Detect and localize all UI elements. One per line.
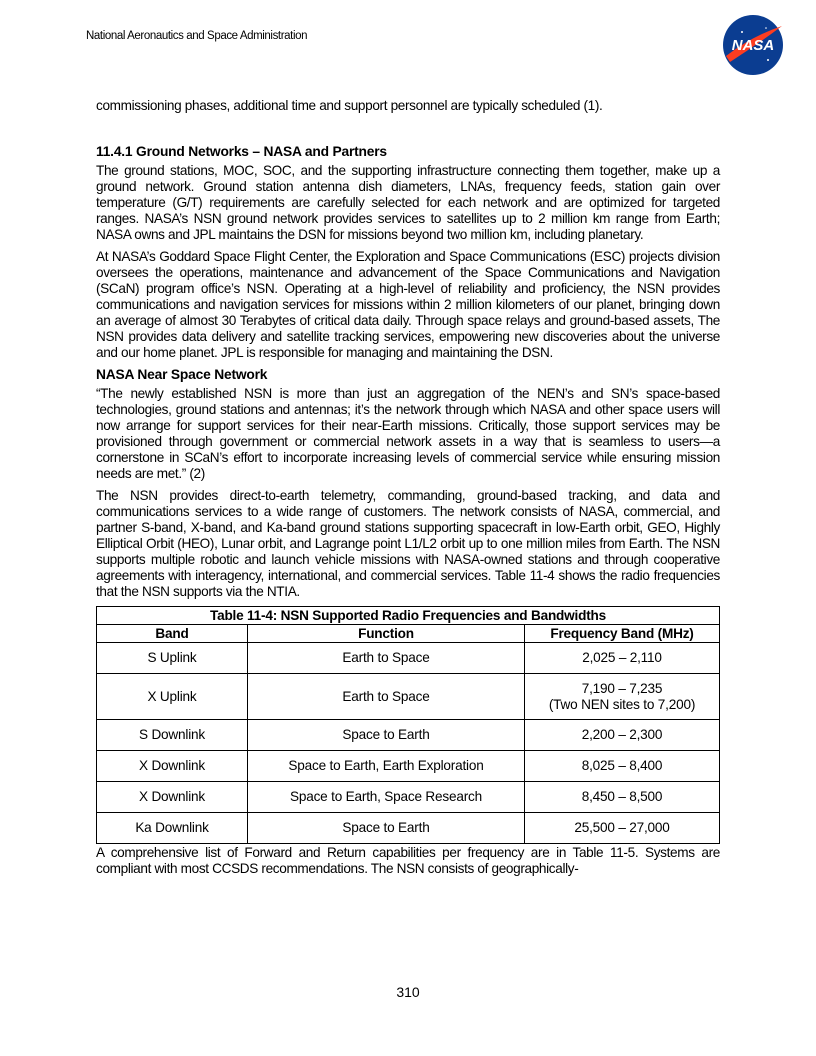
- closing-paragraph: A comprehensive list of Forward and Return capabilities per frequency are in Table 11-5. Systems are compliant with most CCSDS recommendations. The NSN consists of geographically-: [96, 845, 720, 876]
- band-cell: S Downlink: [97, 720, 248, 751]
- page-number: 310: [396, 984, 420, 1000]
- intro-paragraph: commissioning phases, additional time and support personnel are typically scheduled (1).: [96, 98, 603, 113]
- table-row: [97, 720, 720, 751]
- band-cell: S Uplink: [97, 643, 248, 674]
- function-cell: Space to Earth, Earth Exploration: [248, 751, 525, 782]
- function-cell: Space to Earth: [248, 720, 525, 751]
- table-row: [97, 751, 720, 782]
- nasa-logo: [722, 14, 784, 76]
- function-cell: Space to Earth: [248, 813, 525, 844]
- frequency-cell: 2,025 – 2,110: [525, 643, 720, 674]
- subsection-heading: NASA Near Space Network: [96, 367, 268, 382]
- frequency-cell: 25,500 – 27,000: [525, 813, 720, 844]
- function-cell: Earth to Space: [248, 674, 525, 720]
- table-row: [97, 674, 720, 720]
- table-title: Table 11-4: NSN Supported Radio Frequencies and Bandwidths: [97, 607, 720, 625]
- page-header-org: National Aeronautics and Space Administration: [86, 30, 308, 42]
- frequency-cell: 8,025 – 8,400: [525, 751, 720, 782]
- frequency-cell: 8,450 – 8,500: [525, 782, 720, 813]
- table-row: [97, 782, 720, 813]
- document-body: [96, 98, 720, 883]
- table-row: [97, 643, 720, 674]
- section-heading: 11.4.1 Ground Networks – NASA and Partners: [96, 144, 387, 159]
- frequency-cell: 2,200 – 2,300: [525, 720, 720, 751]
- paragraph: At NASA’s Goddard Space Flight Center, the Exploration and Space Communications (ESC) projects division oversees the operations, maintenance and advancement of the Space Communications and Navigation (SCaN) program office’s NSN. Operating at a high-level of reliability and proficiency, the NSN provides communications and navigation services for missions within 2 million kilometers of our planet, bringing down an average of almost 30 Terabytes of critical data daily. Through space relays and ground-based assets, The NSN provides data delivery and satellite tracking services, empowering new discoveries about the universe and our home planet. JPL is responsible for managing and maintaining the DSN.: [96, 249, 720, 360]
- column-header: Band: [97, 625, 248, 643]
- frequency-cell: 7,190 – 7,235 (Two NEN sites to 7,200): [525, 674, 720, 720]
- band-cell: X Downlink: [97, 782, 248, 813]
- quote-paragraph: “The newly established NSN is more than just an aggregation of the NEN’s and SN’s space-based technologies, ground stations and antennas; it’s the network through which NASA and other space users will now arrange for support services for their near-Earth missions. Critically, those support services may be provisioned through government or commercial network assets in a way that is seamless to users—a cornerstone in SCaN’s effort to incorporate increasing levels of commercial service while ensuring mission needs are met.” (2): [96, 386, 720, 481]
- svg-text:NASA: NASA: [731, 37, 775, 54]
- frequency-table: [96, 606, 720, 844]
- band-cell: Ka Downlink: [97, 813, 248, 844]
- paragraph: The ground stations, MOC, SOC, and the supporting infrastructure connecting them together, make up a ground network. Ground station antenna dish diameters, LNAs, frequency feeds, station gain over temperature (G/T) requirements are carefully selected for each network and are optimized for targeted ranges. NASA’s NSN ground network provides services to satellites up to 2 million km range from Earth; NASA owns and JPL maintains the DSN for missions beyond two million km, including planetary.: [96, 163, 720, 242]
- band-cell: X Downlink: [97, 751, 248, 782]
- column-header: Frequency Band (MHz): [525, 625, 720, 643]
- paragraph: The NSN provides direct-to-earth telemetry, commanding, ground-based tracking, and data and communications services to a wide range of customers. The network consists of NASA, commercial, and partner S-band, X-band, and Ka-band ground stations supporting spacecraft in low-Earth orbit, GEO, Highly Elliptical Orbit (HEO), Lunar orbit, and Lagrange point L1/L2 orbit up to one million miles from Earth. The NSN supports multiple robotic and launch vehicle missions with NASA-owned stations and through cooperative agreements with interagency, international, and commercial services. Table 11-4 shows the radio frequencies that the NSN supports via the NTIA.: [96, 488, 720, 599]
- function-cell: Earth to Space: [248, 643, 525, 674]
- band-cell: X Uplink: [97, 674, 248, 720]
- table-row: [97, 813, 720, 844]
- column-header: Function: [248, 625, 525, 643]
- function-cell: Space to Earth, Space Research: [248, 782, 525, 813]
